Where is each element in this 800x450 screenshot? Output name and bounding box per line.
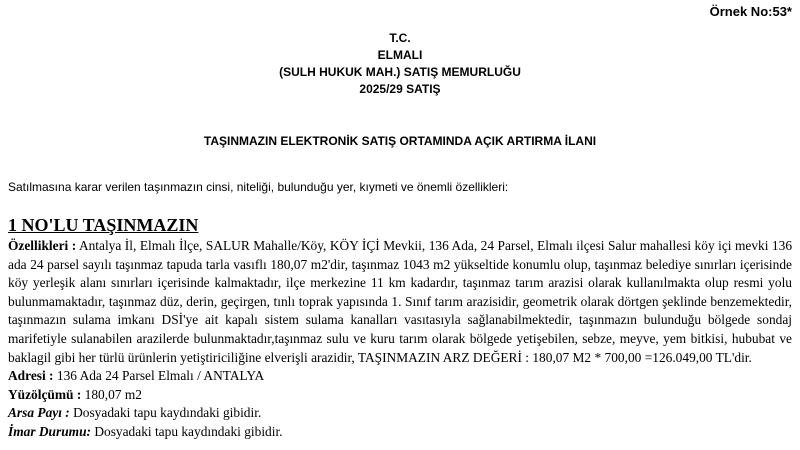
property-details bbox=[8, 237, 792, 442]
intro-text: Satılmasına karar verilen taşınmazın cinsi, niteliği, bulunduğu yer, kıymeti ve önemli özellikleri: bbox=[8, 180, 509, 194]
announcement-title: TAŞINMAZIN ELEKTRONİK SATIŞ ORTAMINDA AÇIK ARTIRMA İLANI bbox=[203, 134, 597, 148]
document-header bbox=[0, 30, 800, 98]
address-field bbox=[8, 367, 792, 386]
header-line-office: (SULH HUKUK MAH.) SATIŞ MEMURLUĞU bbox=[279, 65, 521, 79]
sample-number: Örnek No:53* bbox=[709, 4, 792, 19]
share-field bbox=[8, 404, 792, 423]
property-title: 1 NO'LU TAŞINMAZIN bbox=[8, 215, 199, 235]
zoning-label: İmar Durumu: bbox=[8, 423, 91, 439]
zoning-value: Dosyadaki tapu kaydındaki gibidir. bbox=[94, 423, 283, 439]
area-value: 180,07 m2 bbox=[84, 386, 142, 402]
features-label: Özellikleri : bbox=[8, 238, 77, 253]
header-line-file-no: 2025/29 SATIŞ bbox=[359, 82, 441, 96]
features-field bbox=[8, 237, 792, 367]
address-value: 136 Ada 24 Parsel Elmalı / ANTALYA bbox=[56, 368, 265, 384]
area-field bbox=[8, 386, 792, 405]
header-line-tc: T.C. bbox=[389, 31, 411, 45]
zoning-field bbox=[8, 423, 792, 442]
share-label: Arsa Payı : bbox=[8, 405, 70, 421]
address-label: Adresi : bbox=[8, 368, 54, 384]
share-value: Dosyadaki tapu kaydındaki gibidir. bbox=[73, 405, 262, 421]
header-line-district: ELMALI bbox=[377, 48, 423, 62]
area-label: Yüzölçümü : bbox=[8, 386, 82, 402]
features-text: Antalya İl, Elmalı İlçe, SALUR Mahalle/Köy, KÖY İÇİ Mevkii, 136 Ada, 24 Parsel, Elmalı ilçesi Salur mahallesi köy içi mevki 136 ada 24 parsel sayılı taşınmaz tapuda tarla vasıflı 180,07 m2'dir, taşınmaz 1043 m2 yükseltide konumlu olup, taşınmaz belediye sınırları içerisinde köy yerleşik alanı sınırları içerisinde kalmaktadır, ilçe merkezine 11 km kadardır, taşınmaz tarım arazisi olarak kullanılmakta olup resmi yolu bulunmamaktadır, taşınmaz düz, derin, geçirgen, tınlı toprak yapısında 1. Sınıf tarım arazisidir, geometrik olarak dörtgen şeklinde benzemektedir, taşınmazın sulama imkanı DSİ'ye ait kapalı sistem sulama kanalları vasıtasıyla sağlanabilmektedir, taşınmazın bulunduğu bölgede sondaj marifetiyle sulanabilen arazilerde bulunmaktadır,taşınmaz sulu ve kuru tarım olarak bölgede yetişebilen, sebze, meyve, yem bitkisi, hububat ve baklagil gibi her türlü ürünlerin yetiştiriciliğine elverişli arazidir, TAŞINMAZIN ARZ DEĞERİ : 180,07 M2 * 700,00 =126.049,00 TL'dir. bbox=[8, 238, 793, 365]
